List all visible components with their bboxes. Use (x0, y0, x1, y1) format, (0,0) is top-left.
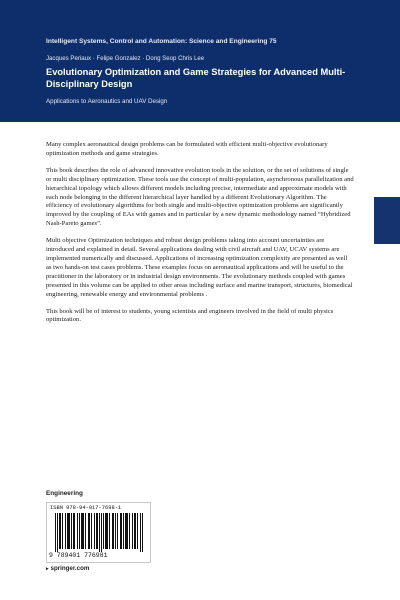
blurb-paragraph: This book will be of interest to students, young scientists and engineers involved in the field of multi physics optimization. (46, 307, 334, 324)
category-label: Engineering (46, 490, 83, 497)
blurb-paragraph: Multi objective Optimization techniques and robust design problems taking into account uncertainties are introduced and explained in detail. Several applications dealing with civil aircraft and UAV, UCAV systems are implemented numerically and discussed. Applications of increasing optimization complexity are presented as well as two hands-on test cases problems. These examples focus on aeronautical applications and will be useful to the practitioner in the laboratory or in industrial design environments. The evolutionary methods coupled with games presented in this volume can be applied to other areas including surface and marine transport, structures, biomedical engineering, renewable energy and environmental problems . (46, 237, 353, 298)
series-title: Intelligent Systems, Control and Automation: Science and Engineering 75 (46, 38, 277, 45)
blurb (46, 141, 354, 333)
authors: Jacques Periaux · Felipe Gonzalez · Dong Seop Chris Lee (46, 55, 205, 62)
barcode-bars (55, 513, 145, 552)
barcode (46, 502, 151, 563)
blurb-paragraph: Many complex aeronautical design problems can be formulated with efficient multi-objective evolutionary optimization methods and game strategies. (46, 141, 328, 157)
website-text: springer.com (50, 565, 90, 572)
arrow-icon: ▸ (46, 566, 49, 572)
blurb-paragraph: This book describes the role of advanced innovative evolution tools in the solution, or the set of solutions of single or multi disciplinary optimization. These tools use the concept of multi-population, asynchronous parallelization and hierarchical topology which allows different models including precise, intermediate and approximate models with each node belonging to the different hierarchical layer handled by a different Evolutionary Algorithm. The efficiency of evolutionary algorithms for both single and multi-objective optimization problems are significantly improved by the coupling of EAs with games and in particular by a new dynamic methodology named “Hybridized Nash-Pareto games”. (46, 166, 354, 228)
publisher-website[interactable] (46, 565, 89, 572)
isbn-label: ISBN 978-94-017-7698-1 (50, 505, 122, 511)
book-subtitle: Applications to Aeronautics and UAV Design (46, 98, 168, 105)
barcode-digits: 9 789401 776981 (49, 552, 108, 559)
side-tab (374, 197, 400, 244)
book-title: Evolutionary Optimization and Game Strategies for Advanced Multi-Disciplinary Design (46, 67, 346, 89)
